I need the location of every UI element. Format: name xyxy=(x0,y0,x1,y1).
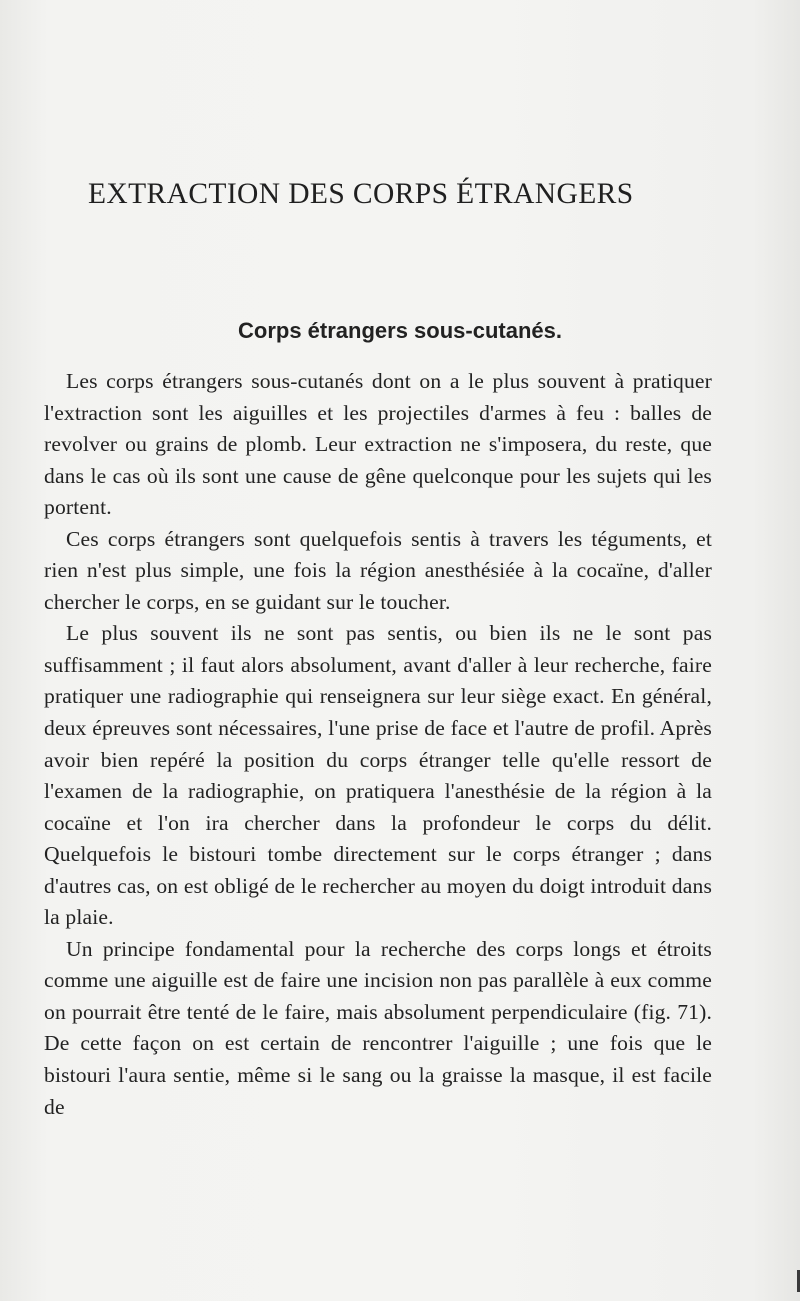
section-heading: Corps étrangers sous-cutanés. xyxy=(238,318,562,343)
body-text xyxy=(44,366,712,1123)
paragraph-1: Les corps étrangers sous-cutanés dont on a le plus souvent à pratiquer l'extraction sont les aiguilles et les projectiles d'armes à feu : balles de revolver ou grains de plomb. Leur extraction ne s'imposera, du reste, que dans le cas où ils sont une cause de gêne quelconque pour les sujets qui les portent. xyxy=(44,369,712,520)
paragraph-4: Un principe fondamental pour la recherche des corps longs et étroits comme une aiguille est de faire une incision non pas parallèle à eux comme on pourrait être tenté de le faire, mais absolument perpendiculaire (fig. 71). De cette façon on est certain de rencontrer l'aiguille ; une fois que le bistouri l'aura sentie, même si le sang ou la graisse la masque, il est facile de xyxy=(44,936,712,1119)
paragraph-2: Ces corps étrangers sont quelquefois sentis à travers les téguments, et rien n'est plus simple, une fois la région anesthésiée à la cocaïne, d'aller chercher le corps, en se guidant sur le toucher. xyxy=(44,526,712,614)
running-head: EXTRACTION DES CORPS ÉTRANGERS xyxy=(88,178,634,210)
paragraph-3: Le plus souvent ils ne sont pas sentis, ou bien ils ne le sont pas suffisamment ; il faut alors absolument, avant d'aller à leur recherche, faire pratiquer une radiographie qui renseignera sur leur siège exact. En général, deux épreuves sont nécessaires, l'une prise de face et l'autre de profil. Après avoir bien repéré la position du corps étranger telle qu'elle ressort de l'examen de la radiographie, on pratiquera l'anesthésie de la région à la cocaïne et l'on ira chercher dans la profondeur le corps du délit. Quelquefois le bistouri tombe directement sur le corps étranger ; dans d'autres cas, on est obligé de le rechercher au moyen du doigt introduit dans la plaie. xyxy=(44,621,712,930)
